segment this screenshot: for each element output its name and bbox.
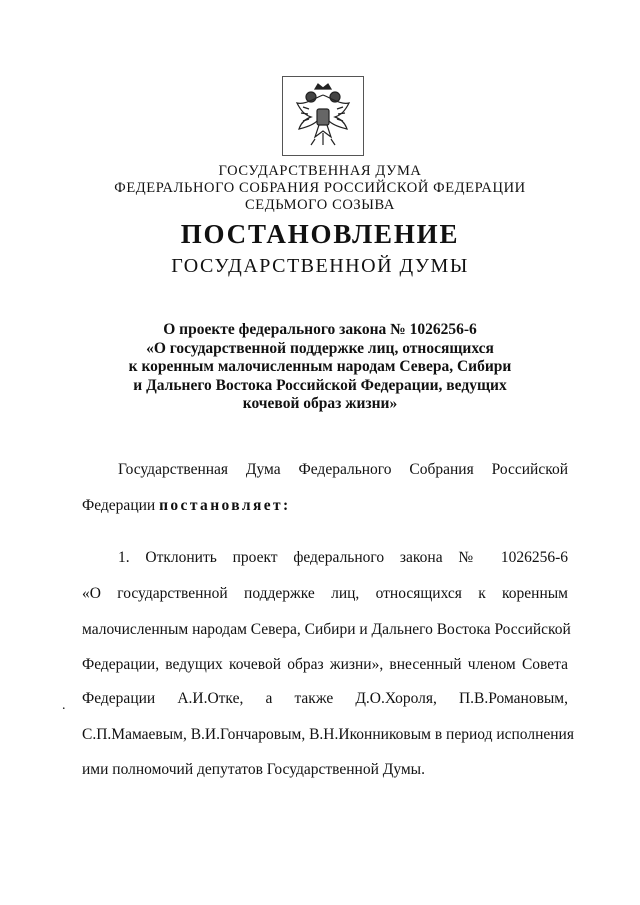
subject-line: «О государственной поддержке лиц, относящихся [146, 339, 494, 357]
subject-line: и Дальнего Востока Российской Федерации, ведущих [133, 376, 507, 394]
paragraph-line: Федерации А.И.Отке, а также Д.О.Хороля, П.В.Романовым, [82, 690, 568, 707]
preamble-line [82, 497, 568, 515]
header-federal-assembly: ФЕДЕРАЛЬНОГО СОБРАНИЯ РОССИЙСКОЙ ФЕДЕРАЦИИ [114, 180, 526, 196]
resolution-verb: постановляет: [159, 497, 291, 514]
header-convocation: СЕДЬМОГО СОЗЫВА [245, 197, 395, 213]
preamble-text: Федерации [82, 497, 156, 514]
document-subtitle: ГОСУДАРСТВЕННОЙ ДУМЫ [171, 255, 469, 277]
document-subject [0, 321, 640, 414]
subject-line: к коренным малочисленным народам Севера, Сибири [128, 358, 512, 375]
paragraph-line: малочисленным народам Севера, Сибири и Дальнего Востока Российской [82, 621, 571, 638]
document-title: ПОСТАНОВЛЕНИЕ [180, 219, 460, 249]
paragraph-line: С.П.Мамаевым, В.И.Гончаровым, В.Н.Иконниковым в период исполнения [82, 726, 574, 743]
paragraph-line: «О государственной поддержке лиц, относящихся к коренным [82, 585, 568, 602]
scan-dot: . [62, 698, 66, 713]
paragraph-line: 1. Отклонить проект федерального закона № 1026256-6 [118, 549, 568, 566]
coat-of-arms-emblem [282, 76, 364, 156]
subject-line: О проекте федерального закона № 1026256-6 [163, 321, 477, 338]
header-duma: ГОСУДАРСТВЕННАЯ ДУМА [218, 163, 422, 179]
paragraph-line: Федерации, ведущих кочевой образ жизни», внесенный членом Совета [82, 656, 568, 673]
subject-line: кочевой образ жизни» [242, 395, 398, 412]
double-headed-eagle-icon [291, 81, 355, 151]
paragraph-line: ими полномочий депутатов Государственной Думы. [82, 761, 425, 778]
preamble-line: Государственная Дума Федерального Собрания Российской [118, 461, 568, 478]
